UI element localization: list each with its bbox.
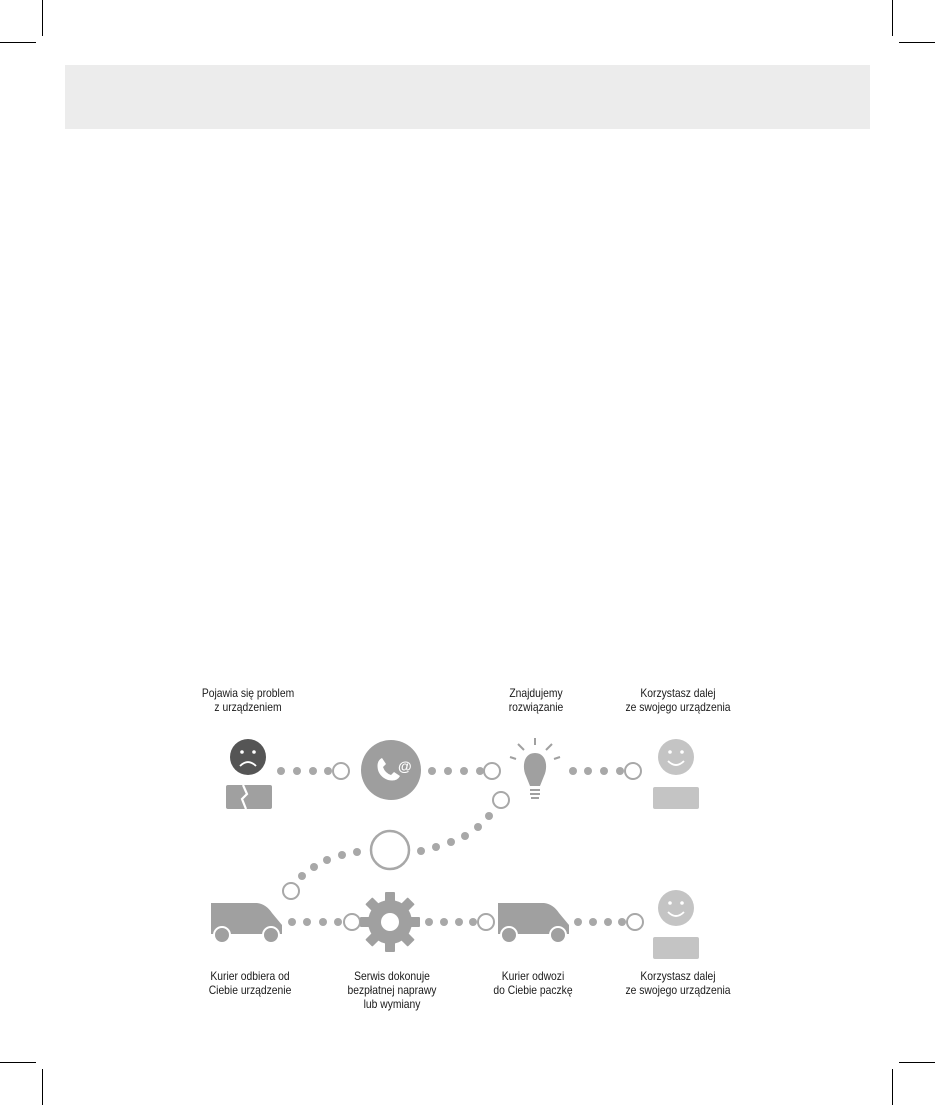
device-icon	[653, 787, 699, 809]
node-ring-large	[371, 831, 409, 869]
label-pickup: Kurier odbiera od Ciebie urządzenie	[208, 969, 292, 997]
node-ring	[484, 763, 500, 779]
connector-contact-solution	[428, 767, 484, 775]
node-ring	[478, 914, 494, 930]
label-return: Kurier odwozi do Ciebie paczkę	[493, 969, 573, 997]
node-ring	[493, 792, 509, 808]
node-ring	[283, 883, 299, 899]
node-ring	[333, 763, 349, 779]
connector-pickup-service	[288, 918, 342, 926]
connector-service-return	[425, 918, 477, 926]
svg-text:@: @	[398, 758, 412, 774]
label-problem: Pojawia się problem z urządzeniem	[201, 686, 295, 714]
node-ring	[625, 763, 641, 779]
label-happy-top: Korzystasz dalej ze swojego urządzenia	[625, 686, 731, 714]
happy-face-icon	[658, 739, 694, 775]
happy-face-icon	[658, 890, 694, 926]
gear-icon	[360, 892, 420, 952]
connector-solution-happy	[569, 767, 624, 775]
phone-at-icon	[361, 740, 421, 800]
connector-problem-contact	[277, 767, 332, 775]
label-solution: Znajdujemy rozwiązanie	[508, 686, 564, 714]
device-icon	[653, 937, 699, 959]
broken-device-icon	[226, 785, 272, 809]
van-return-icon	[498, 903, 569, 943]
node-ring	[344, 914, 360, 930]
sad-face-icon	[230, 739, 266, 775]
connector-return-happy	[574, 918, 626, 926]
label-happy-bottom: Korzystasz dalej ze swojego urządzenia	[625, 969, 731, 997]
van-pickup-icon	[211, 903, 282, 943]
node-ring	[627, 914, 643, 930]
label-service: Serwis dokonuje bezpłatnej naprawy lub wymiany	[347, 969, 437, 1011]
light-bulb-body	[524, 753, 546, 799]
